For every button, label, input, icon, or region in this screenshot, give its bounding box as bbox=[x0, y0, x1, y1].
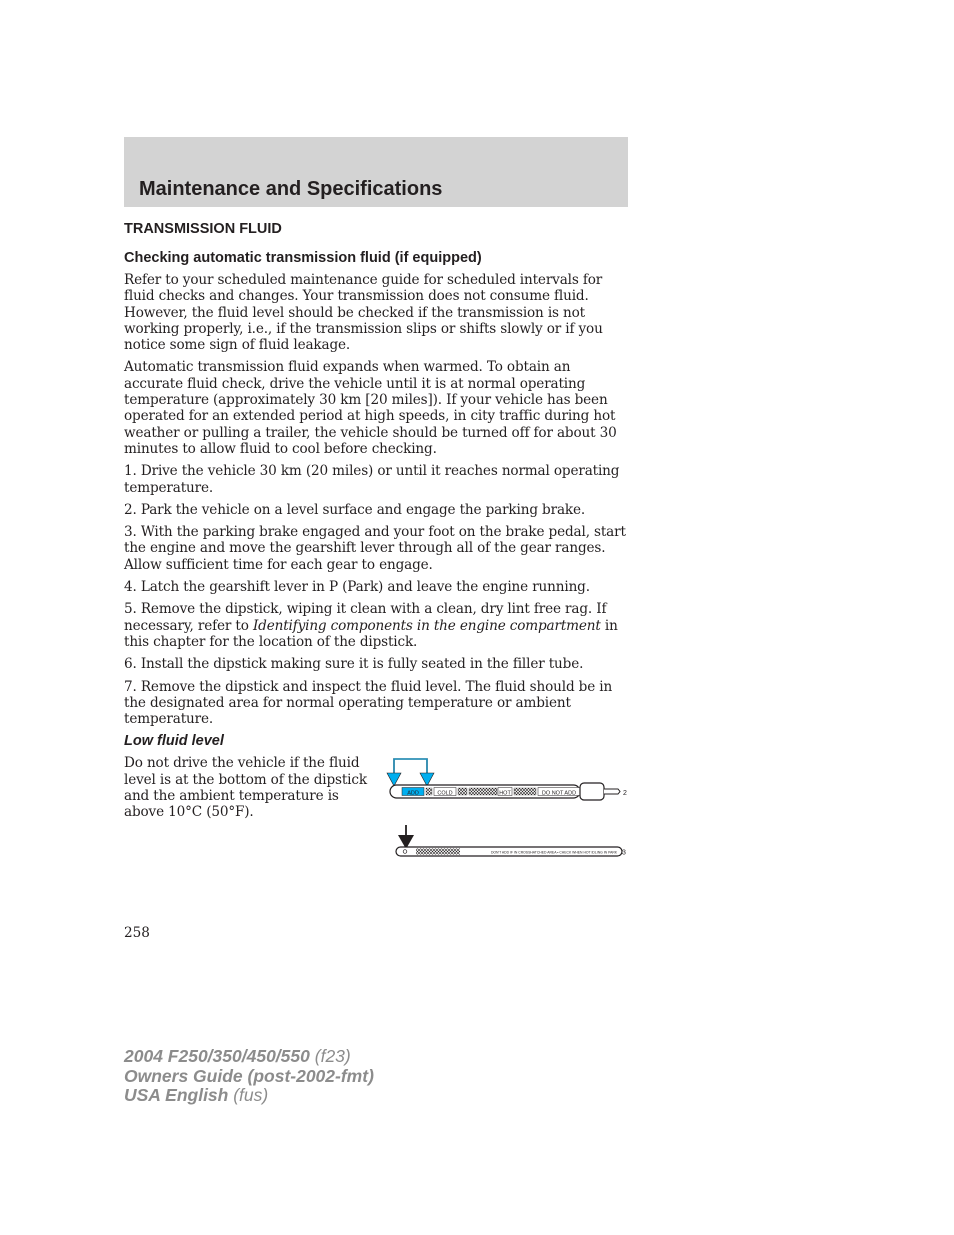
step-5-text-end: in this chapter for the location of the dipstick. bbox=[124, 617, 618, 650]
footer-line-language bbox=[124, 1086, 374, 1106]
footer-model: 2004 F250/350/450/550 bbox=[124, 1046, 310, 1066]
footer-line-guide bbox=[124, 1067, 374, 1087]
dipstick-end-label-top: 2 bbox=[623, 790, 627, 798]
dipstick-top bbox=[390, 783, 627, 800]
section-header-band bbox=[124, 137, 628, 207]
low-fluid-text: Do not drive the vehicle if the fluid level is at the bottom of the dipstick and the ambient temperature is above 10°C (50°F). bbox=[124, 755, 367, 821]
page-number: 258 bbox=[124, 925, 150, 941]
main-content bbox=[124, 221, 630, 875]
footer-line-model bbox=[124, 1047, 374, 1067]
footer-guide: Owners Guide (post-2002-fmt) bbox=[124, 1065, 374, 1086]
section-subtitle: Checking automatic transmission fluid (if equipped) bbox=[124, 250, 482, 266]
dipstick-label-do-not-add: DO NOT ADD bbox=[541, 790, 577, 797]
cross-reference: Identifying components in the engine compartment bbox=[252, 617, 601, 634]
paragraph-warm-fluid: Automatic transmission fluid expands when warmed. To obtain an accurate fluid check, drive the vehicle until it is at normal operating temperature (approximately 30 km [20 miles]). If your vehicle has been operated for an extended period at high speeds, in city traffic during hot weather or pulling a trailer, the vehicle should be turned off for about 30 minutes to allow fluid to cool before checking. bbox=[124, 359, 617, 457]
arrow-down-icon bbox=[387, 773, 401, 786]
arrow-down-icon bbox=[398, 825, 414, 849]
step-3: 3. With the parking brake engaged and your foot on the brake pedal, start the engine and move the gearshift lever through all of the gear ranges. Allow sufficient time for each gear to engage. bbox=[124, 524, 626, 573]
step-6: 6. Install the dipstick making sure it is fully seated in the filler tube. bbox=[124, 656, 584, 673]
step-1: 1. Drive the vehicle 30 km (20 miles) or until it reaches normal operating temperature. bbox=[124, 463, 620, 496]
low-fluid-title: Low fluid level bbox=[124, 733, 224, 750]
low-fluid-section bbox=[124, 755, 630, 875]
footer-language: USA English bbox=[124, 1085, 229, 1105]
step-2: 2. Park the vehicle on a level surface and engage the parking brake. bbox=[124, 501, 586, 518]
operating-range-bracket bbox=[387, 759, 434, 786]
arrow-down-icon bbox=[420, 773, 434, 786]
paragraph-intro: Refer to your scheduled maintenance guide for scheduled intervals for fluid checks and changes. Your transmission does not consume fluid. However, the fluid level should be checked if the transmission is not working properly, i.e., if the transmission slips or shifts slowly or if you notice some sign of fluid leakage. bbox=[124, 272, 603, 354]
dipstick-illustration bbox=[386, 745, 632, 861]
step-5 bbox=[124, 601, 630, 650]
step-4: 4. Latch the gearshift lever in P (Park) and leave the engine running. bbox=[124, 579, 590, 596]
dipstick-fine-print: DON'T ADD IF IN CROSSHATCHED AREA • CHECK WHEN HOT IDLING IN PARK bbox=[490, 850, 618, 855]
dipstick-label-hot: HOT bbox=[499, 790, 511, 797]
section-title: TRANSMISSION FLUID bbox=[124, 221, 282, 237]
document-footer bbox=[124, 1047, 374, 1106]
footer-language-code: (fus) bbox=[233, 1085, 269, 1105]
footer-model-code: (f23) bbox=[314, 1046, 351, 1066]
step-7: 7. Remove the dipstick and inspect the fluid level. The fluid should be in the designated area for normal operating temperature or ambient temperature. bbox=[124, 678, 613, 728]
dipstick-label-add: ADD bbox=[407, 790, 419, 797]
dipstick-end-label-bottom: 3 bbox=[622, 850, 626, 858]
dipstick-bottom bbox=[396, 847, 626, 857]
step-5-text: 5. Remove the dipstick, wiping it clean with a clean, dry lint free rag. If necessary, refer to bbox=[124, 601, 607, 634]
page-title: Maintenance and Specifications bbox=[139, 178, 443, 200]
dipstick-label-cold: COLD bbox=[437, 790, 453, 797]
